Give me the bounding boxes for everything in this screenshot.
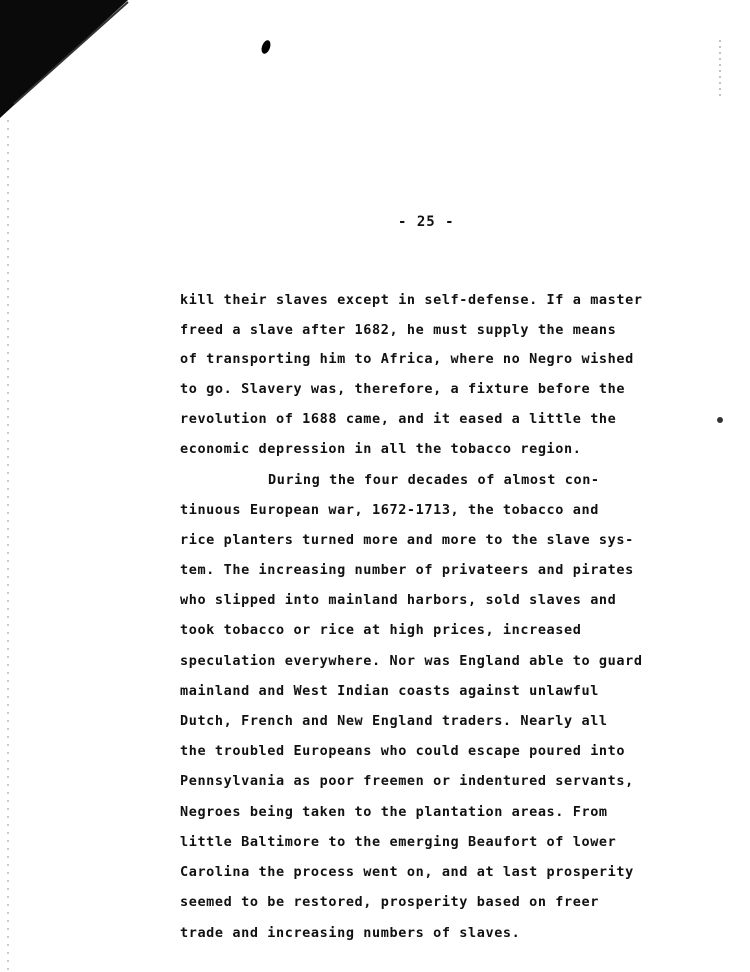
text-line: Carolina the process went on, and at last prosperity: [180, 864, 634, 880]
text-line: trade and increasing numbers of slaves.: [180, 925, 521, 941]
text-line: the troubled Europeans who could escape poured into: [180, 743, 626, 759]
page-number: - 25 -: [398, 214, 455, 230]
text-line: of transporting him to Africa, where no Negro wished: [180, 351, 634, 367]
text-line: freed a slave after 1682, he must supply the means: [180, 322, 617, 338]
text-line: Pennsylvania as poor freemen or indentured servants,: [180, 773, 634, 789]
text-line: who slipped into mainland harbors, sold slaves and: [180, 592, 617, 608]
text-line: speculation everywhere. Nor was England able to guard: [180, 653, 643, 669]
text-line: little Baltimore to the emerging Beaufort of lower: [180, 834, 617, 850]
text-line: seemed to be restored, prosperity based on freer: [180, 894, 599, 910]
text-line: kill their slaves except in self-defense. If a master: [180, 292, 643, 308]
text-line: rice planters turned more and more to the slave sys-: [180, 532, 634, 548]
text-line: During the four decades of almost con-: [268, 472, 600, 488]
text-line: to go. Slavery was, therefore, a fixture before the: [180, 381, 626, 397]
text-line: Dutch, French and New England traders. Nearly all: [180, 713, 608, 729]
text-line: tem. The increasing number of privateers and pirates: [180, 562, 634, 578]
text-line: economic depression in all the tobacco region.: [180, 441, 582, 457]
text-line: mainland and West Indian coasts against unlawful: [180, 683, 599, 699]
text-line: Negroes being taken to the plantation areas. From: [180, 804, 608, 820]
text-line: tinuous European war, 1672-1713, the tobacco and: [180, 502, 599, 518]
text-line: took tobacco or rice at high prices, increased: [180, 622, 582, 638]
text-line: revolution of 1688 came, and it eased a little the: [180, 411, 617, 427]
